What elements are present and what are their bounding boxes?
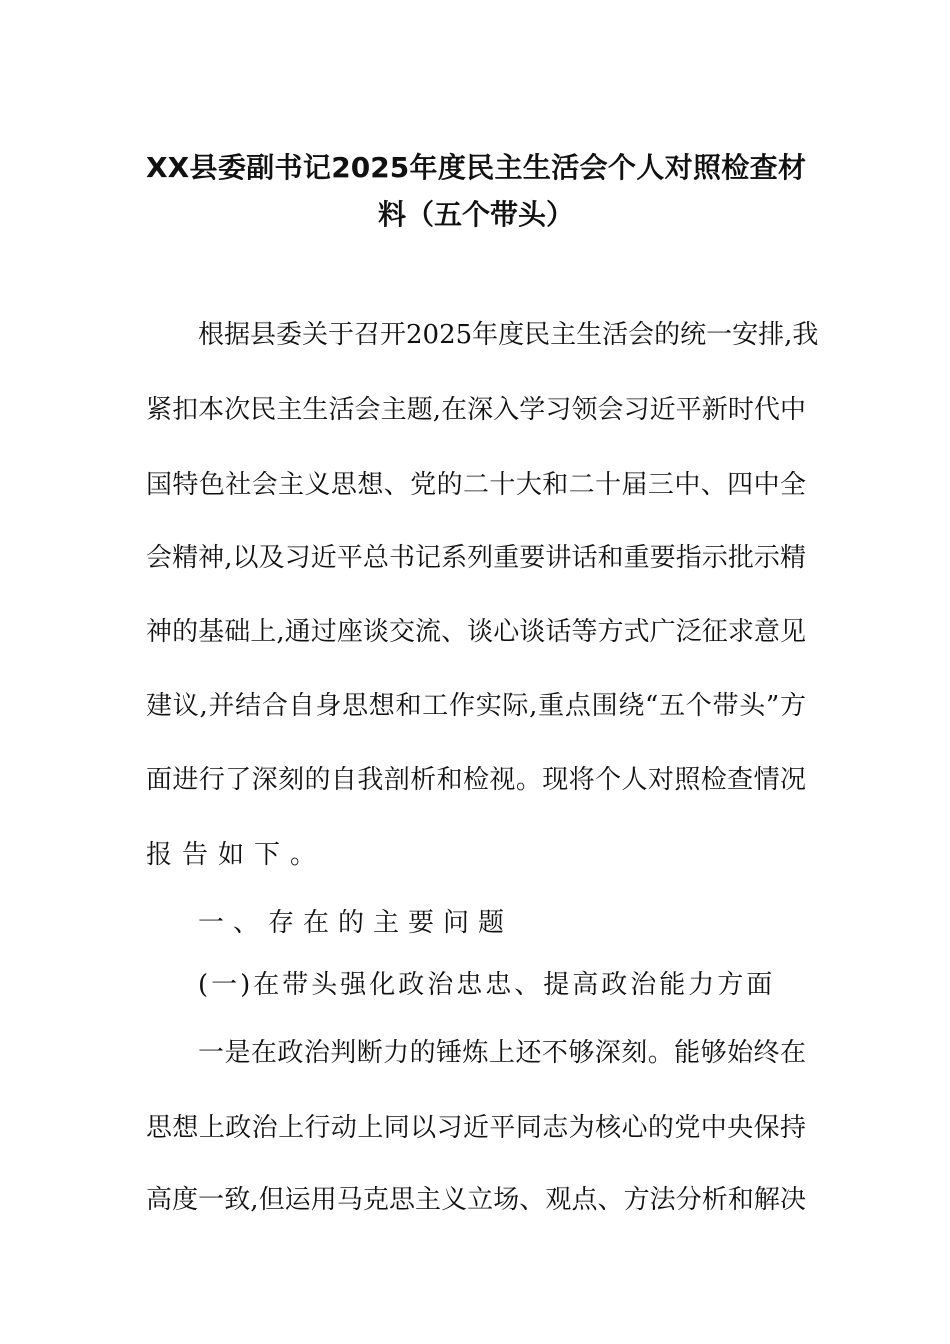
intro-line: 国特色社会主义思想、党的二十大和二十届三中、四中全 (146, 470, 806, 500)
intro-line: 会精神,以及习近平总书记系列重要讲话和重要指示批示精 (146, 543, 806, 573)
body-line: 高度一致,但运用马克思主义立场、观点、方法分析和解决 (146, 1185, 806, 1215)
section-heading: 一、存在的主要问题 (198, 908, 514, 938)
section-subheading: (一)在带头强化政治忠忠、提高政治能力方面 (198, 970, 776, 1000)
document-title-line-2: 料（五个带头） (377, 198, 574, 231)
intro-line: 报告如下。 (146, 840, 327, 870)
intro-line: 根据县委关于召开2025年度民主生活会的统一安排,我 (198, 320, 819, 350)
intro-line: 建议,并结合自身思想和工作实际,重点围绕“五个带头”方 (146, 691, 806, 721)
document-title-line-1: XX县委副书记2025年度民主生活会个人对照检查材 (146, 151, 806, 184)
body-line: 思想上政治上行动上同以习近平同志为核心的党中央保持 (146, 1113, 806, 1143)
body-line: 一是在政治判断力的锤炼上还不够深刻。能够始终在 (198, 1038, 806, 1068)
intro-line: 紧扣本次民主生活会主题,在深入学习领会习近平新时代中 (146, 395, 806, 425)
intro-line: 面进行了深刻的自我剖析和检视。现将个人对照检查情况 (146, 765, 806, 795)
intro-line: 神的基础上,通过座谈交流、谈心谈话等方式广泛征求意见 (146, 617, 806, 647)
